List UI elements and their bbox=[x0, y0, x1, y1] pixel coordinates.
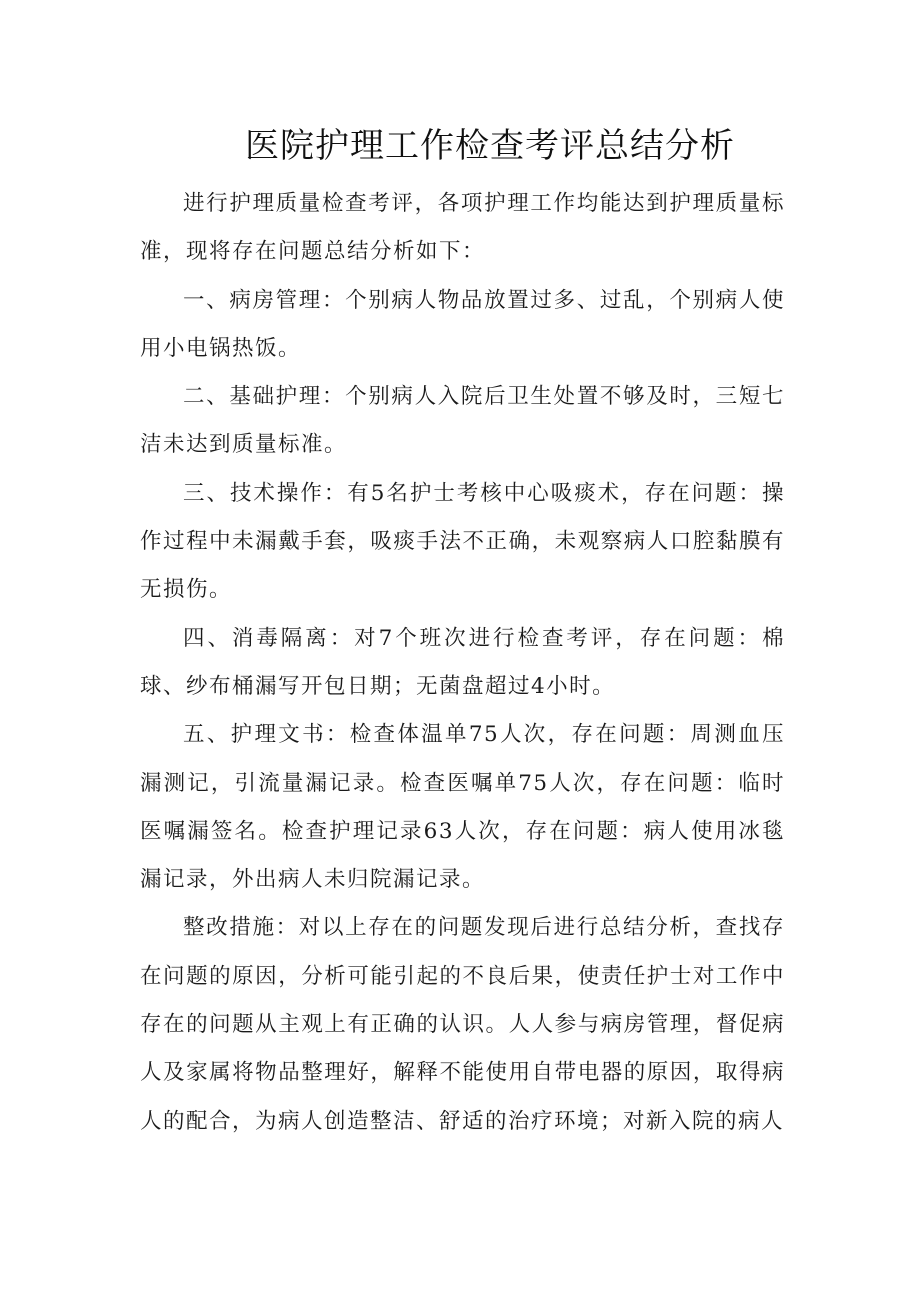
document-body bbox=[140, 180, 785, 1146]
paragraph-nursing-documents: 五、护理文书：检查体温单75人次，存在问题：周测血压漏测记，引流量漏记录。检查医嘱单75人次，存在问题：临时医嘱漏签名。检查护理记录63人次，存在问题：病人使用冰毯漏记录，外出病人未归院漏记录。 bbox=[140, 722, 785, 893]
paragraph-intro: 进行护理质量检查考评，各项护理工作均能达到护理质量标准，现将存在问题总结分析如下： bbox=[140, 191, 785, 265]
paragraph-rectification-measures: 整改措施：对以上存在的问题发现后进行总结分析，查找存在问题的原因，分析可能引起的不良后果，使责任护士对工作中存在的问题从主观上有正确的认识。人人参与病房管理，督促病人及家属将物品整理好，解释不能使用自带电器的原因，取得病人的配合，为病人创造整洁、舒适的治疗环境；对新入院的病人 bbox=[140, 915, 785, 1134]
paragraph-disinfection-isolation: 四、消毒隔离：对7个班次进行检查考评，存在问题：棉球、纱布桶漏写开包日期；无菌盘超过4小时。 bbox=[140, 625, 785, 699]
paragraph-technical-operation: 三、技术操作：有5名护士考核中心吸痰术，存在问题：操作过程中未漏戴手套，吸痰手法不正确，未观察病人口腔黏膜有无损伤。 bbox=[140, 480, 785, 603]
paragraph-basic-nursing: 二、基础护理：个别病人入院后卫生处置不够及时，三短七洁未达到质量标准。 bbox=[140, 384, 785, 458]
document-title: 医院护理工作检查考评总结分析 bbox=[245, 126, 735, 166]
paragraph-ward-management: 一、病房管理：个别病人物品放置过多、过乱，个别病人使用小电锅热饭。 bbox=[140, 287, 785, 361]
